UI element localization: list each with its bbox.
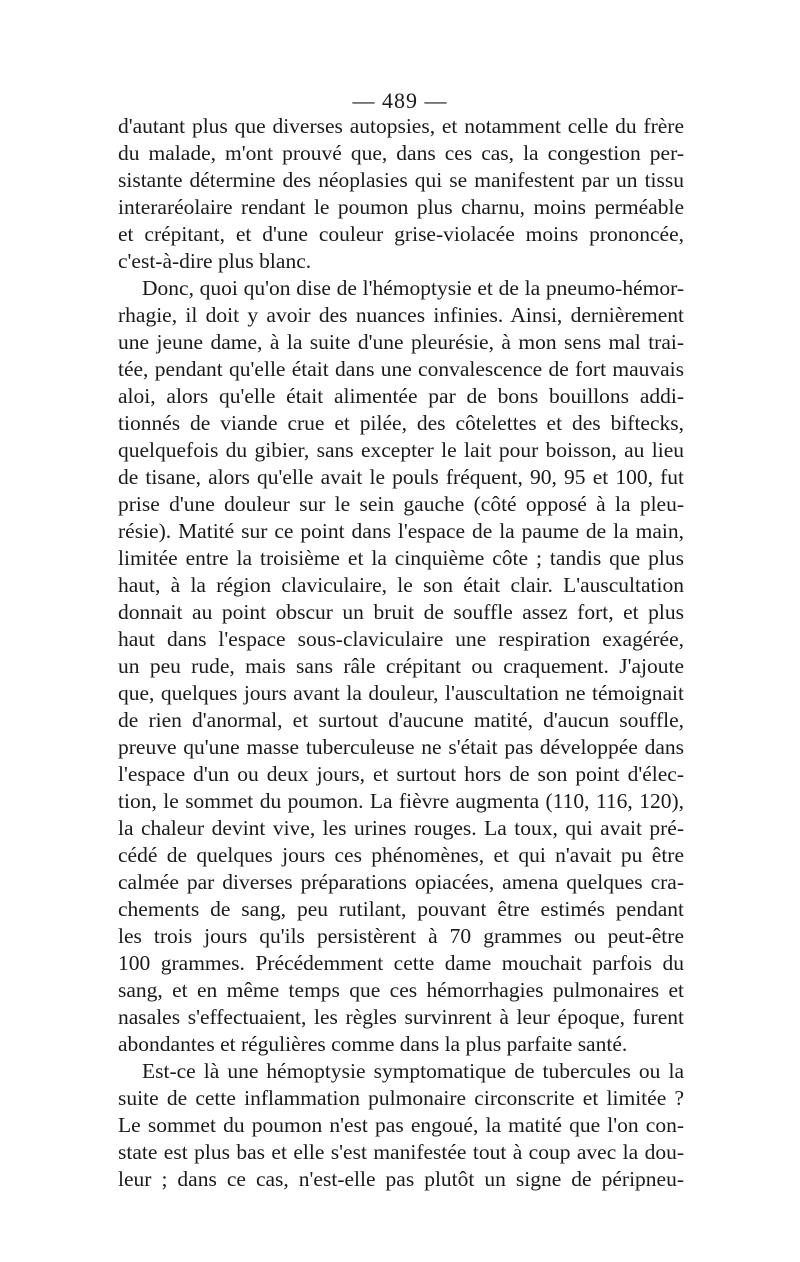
paragraph (118, 275, 684, 1058)
text-line: suite de cette inflammation pulmonaire circonscrite et limitée ? (118, 1086, 684, 1110)
text-line: haut, à la région claviculaire, le son était clair. L'auscultation (118, 573, 684, 597)
text-line: preuve qu'une masse tuberculeuse ne s'était pas développée dans (118, 735, 684, 759)
paragraph (118, 1058, 684, 1193)
text-line: résie). Matité sur ce point dans l'espace de la paume de la main, (118, 519, 684, 543)
text-line: chements de sang, peu rutilant, pouvant être estimés pendant (118, 897, 684, 921)
text-line: de rien d'anormal, et surtout d'aucune matité, d'aucun souffle, (118, 708, 684, 732)
text-line: Est-ce là une hémoptysie symptomatique de tubercules ou la (142, 1059, 684, 1083)
text-line: d'autant plus que diverses autopsies, et notamment celle du frère (118, 114, 684, 138)
text-line: un peu rude, mais sans râle crépitant ou craquement. J'ajoute (118, 654, 684, 678)
text-line: tion, le sommet du poumon. La fièvre augmenta (110, 116, 120), (118, 789, 684, 813)
text-line: quelquefois du gibier, sans excepter le lait pour boisson, au lieu (118, 438, 684, 462)
text-line: c'est-à-dire plus blanc. (118, 249, 312, 273)
text-line: 100 grammes. Précédemment cette dame mouchait parfois du (118, 951, 684, 975)
text-line: que, quelques jours avant la douleur, l'auscultation ne témoignait (118, 681, 684, 705)
page-number: — 489 — (352, 88, 448, 113)
text-line: l'espace d'un ou deux jours, et surtout hors de son point d'élec- (118, 762, 684, 786)
text-line: state est plus bas et elle s'est manifestée tout à coup avec la dou- (118, 1140, 684, 1164)
text-line: interaréolaire rendant le poumon plus charnu, moins perméable (118, 195, 684, 219)
text-line: cédé de quelques jours ces phénomènes, et qui n'avait pu être (118, 843, 684, 867)
text-line: donnait au point obscur un bruit de souffle assez fort, et plus (118, 600, 684, 624)
text-line: les trois jours qu'ils persistèrent à 70 grammes ou peut-être (118, 924, 684, 948)
text-line: sang, et en même temps que ces hémorrhagies pulmonaires et (118, 978, 684, 1002)
text-line: tionnés de viande crue et pilée, des côtelettes et des biftecks, (118, 411, 684, 435)
text-line: sistante détermine des néoplasies qui se manifestent par un tissu (118, 168, 684, 192)
body-text (118, 113, 684, 1193)
text-line: Le sommet du poumon n'est pas engoué, la matité que l'on con- (118, 1113, 684, 1137)
text-line: la chaleur devint vive, les urines rouges. La toux, qui avait pré- (118, 816, 684, 840)
text-line: Donc, quoi qu'on dise de l'hémoptysie et de la pneumo-hémor- (142, 276, 684, 300)
text-line: prise d'une douleur sur le sein gauche (côté opposé à la pleu- (118, 492, 684, 516)
text-line: de tisane, alors qu'elle avait le pouls fréquent, 90, 95 et 100, fut (118, 465, 684, 489)
text-line: nasales s'effectuaient, les règles survinrent à leur époque, furent (118, 1005, 684, 1029)
text-line: leur ; dans ce cas, n'est-elle pas plutôt un signe de péripneu- (118, 1167, 684, 1191)
text-line: tée, pendant qu'elle était dans une convalescence de fort mauvais (118, 357, 684, 381)
text-line: calmée par diverses préparations opiacées, amena quelques cra- (118, 870, 684, 894)
text-line: une jeune dame, à la suite d'une pleurésie, à mon sens mal trai- (118, 330, 684, 354)
text-line: aloi, alors qu'elle était alimentée par de bons bouillons addi- (118, 384, 684, 408)
text-line: rhagie, il doit y avoir des nuances infinies. Ainsi, dernièrement (118, 303, 684, 327)
text-line: limitée entre la troisième et la cinquième côte ; tandis que plus (118, 546, 684, 570)
text-line: abondantes et régulières comme dans la plus parfaite santé. (118, 1032, 628, 1056)
text-line: et crépitant, et d'une couleur grise-violacée moins prononcée, (118, 222, 684, 246)
text-line: haut dans l'espace sous-claviculaire une respiration exagérée, (118, 627, 684, 651)
paragraph (118, 113, 684, 275)
text-line: du malade, m'ont prouvé que, dans ces cas, la congestion per- (118, 141, 684, 165)
